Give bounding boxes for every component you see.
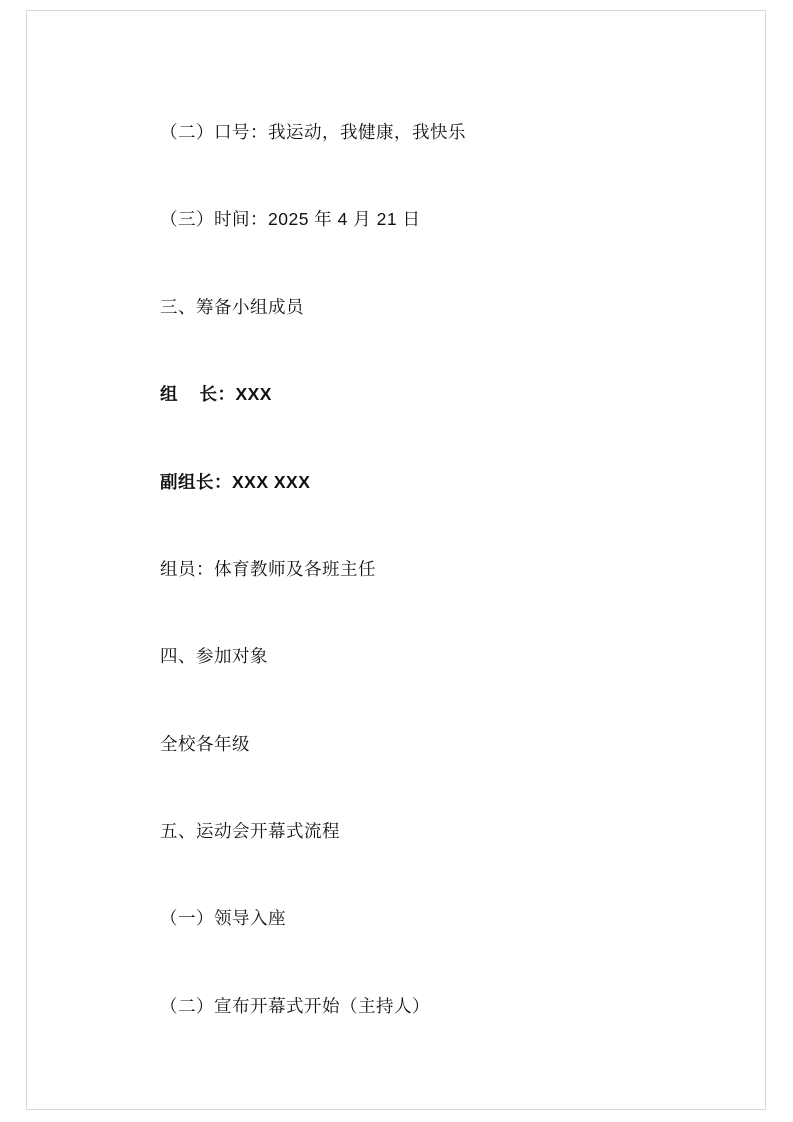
paragraph: 组员：体育教师及各班主任 <box>160 558 376 579</box>
paragraph: 四、参加对象 <box>160 646 268 667</box>
paragraph: （二）宣布开幕式开始（主持人） <box>160 995 430 1016</box>
document-body <box>160 120 660 1019</box>
paragraph: 全校各年级 <box>160 733 250 754</box>
paragraph: （二）口号：我运动，我健康，我快乐 <box>160 122 466 142</box>
paragraph: 三、筹备小组成员 <box>160 296 304 317</box>
paragraph: 副组长：XXX XXX <box>160 471 311 492</box>
paragraph: 五、运动会开幕式流程 <box>160 821 340 841</box>
paragraph: 组 长：XXX <box>160 384 272 405</box>
paragraph: （三）时间：2025 年 4 月 21 日 <box>160 209 421 230</box>
paragraph: （一）领导入座 <box>160 908 286 929</box>
